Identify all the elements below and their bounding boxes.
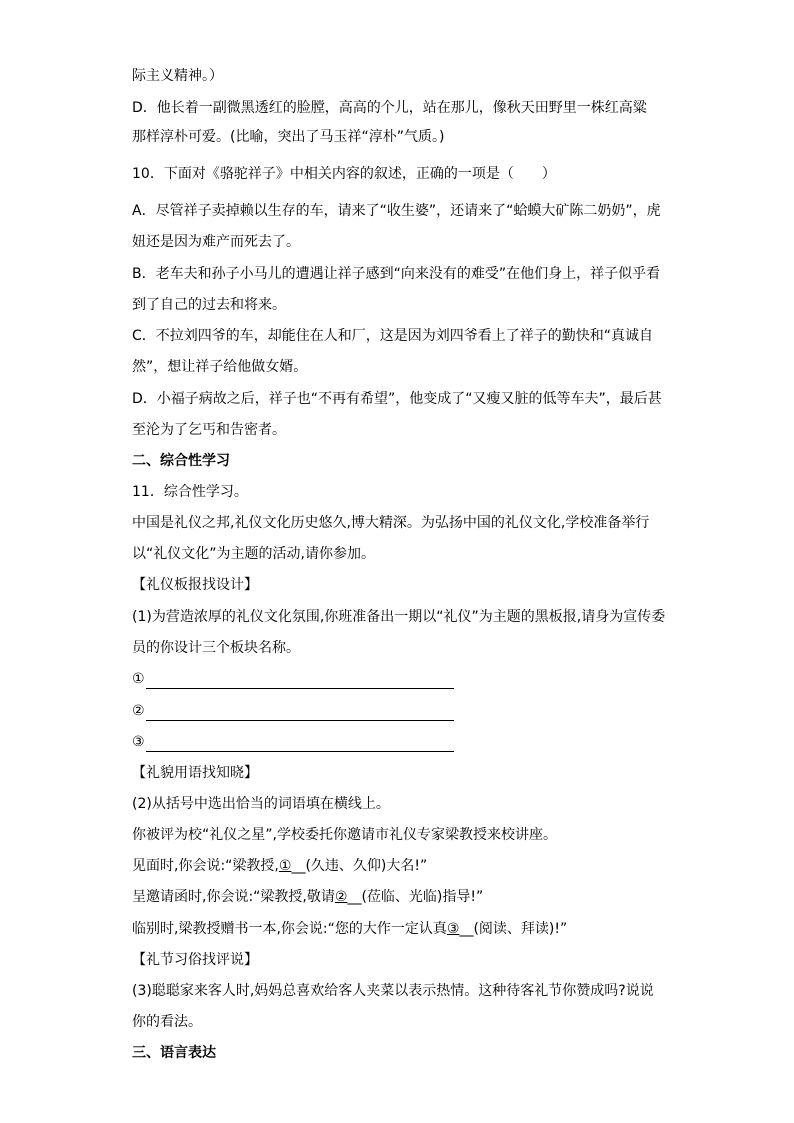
- part2-sentence-3: [132, 919, 567, 939]
- sentence-text: 呈邀请函时,你会说:“梁教授,敬请: [132, 889, 335, 905]
- q9-option-d-line2: 那样淳朴可爱。(比喻，突出了马玉祥“淳朴”气质。): [132, 129, 445, 145]
- sentence-text: 临别时,梁教授赠书一本,你会说:“您的大作一定认真: [132, 921, 447, 937]
- part3-question-line1: (3)聪聪家来客人时,妈妈总喜欢给客人夹菜以表示热情。这种待客礼节你赞成吗?说说: [132, 983, 654, 999]
- fill-blank-3[interactable]: ③: [446, 921, 460, 937]
- part1-title: 【礼仪板报找设计】: [132, 577, 258, 593]
- part1-question-line1: (1)为营造浓厚的礼仪文化氛围,你班准备出一期以“礼仪”为主题的黑板报,请身为宣传委: [132, 609, 666, 625]
- fill-blank-1[interactable]: ①: [278, 858, 292, 874]
- q10-option-b-line1: B．老车夫和孙子小马儿的遭遇让祥子感到“向来没有的难受”在他们身上，祥子似乎看: [132, 266, 661, 282]
- q10-option-a-line1: A．尽管祥子卖掉赖以生存的车，请来了“收生婆”，还请来了“蛤蟆大矿陈二奶奶”，虎: [132, 203, 661, 219]
- q11-title: 11．综合性学习。: [132, 484, 248, 500]
- blank-number: ①: [132, 671, 145, 687]
- q10-option-b-line2: 到了自己的过去和将来。: [132, 297, 286, 313]
- part2-context: 你被评为校“礼仪之星”,学校委托你邀请市礼仪专家梁教授来校讲座。: [132, 827, 557, 843]
- part1-question-line2: 员的你设计三个板块名称。: [132, 640, 300, 656]
- q9-option-d-line1: D．他长着一副微黑透红的脸膛，高高的个儿，站在那儿，像秋天田野里一株红高粱: [132, 100, 647, 116]
- part3-question-line2: 你的看法。: [132, 1014, 202, 1030]
- sentence-text: __(久违、久仰)大名!”: [291, 858, 428, 874]
- section3-heading: 三、语言表达: [132, 1045, 216, 1061]
- answer-blank-1[interactable]: [132, 669, 454, 689]
- part2-sentence-1: [132, 856, 427, 876]
- answer-blank-3[interactable]: [132, 732, 454, 752]
- part2-title: 【礼貌用语找知晓】: [132, 765, 258, 781]
- q10-option-c-line1: C．不拉刘四爷的车，却能住在人和厂，这是因为刘四爷看上了祥子的勤快和“真诚自: [132, 328, 654, 344]
- sentence-text: __(莅临、光临)指导!”: [347, 889, 484, 905]
- q11-intro-line1: 中国是礼仪之邦,礼仪文化历史悠久,博大精深。为弘扬中国的礼仪文化,学校准备举行: [132, 515, 650, 531]
- q9-option-c-end: 际主义精神。）: [132, 68, 223, 84]
- blank-number: ③: [132, 734, 145, 750]
- answer-blank-2[interactable]: [132, 701, 454, 721]
- blank-number: ②: [132, 703, 145, 719]
- q11-intro-line2: 以“礼仪文化”为主题的活动,请你参加。: [132, 546, 375, 562]
- part2-question: (2)从括号中选出恰当的词语填在横线上。: [132, 796, 390, 812]
- q10-option-c-line2: 然”，想让祥子给他做女婿。: [132, 359, 308, 375]
- section2-heading: 二、综合性学习: [132, 453, 230, 469]
- q10-option-d-line2: 至沦为了乞丐和告密者。: [132, 422, 286, 438]
- sentence-text: 见面时,你会说:“梁教授,: [132, 858, 279, 874]
- part3-title: 【礼节习俗找评说】: [132, 952, 258, 968]
- fill-blank-2[interactable]: ②: [334, 889, 348, 905]
- answer-line[interactable]: [146, 673, 454, 689]
- q10-stem: 10．下面对《骆驼祥子》中相关内容的叙述，正确的一项是（ ）: [132, 166, 556, 182]
- sentence-text: __(阅读、拜读)!”: [459, 921, 568, 937]
- part2-sentence-2: [132, 887, 483, 907]
- answer-line[interactable]: [146, 736, 454, 752]
- q10-option-d-line1: D．小福子病故之后，祥子也“不再有希望”，他变成了“又瘦又脏的低等车夫”，最后甚: [132, 391, 662, 407]
- q10-option-a-line2: 妞还是因为难产而死去了。: [132, 234, 300, 250]
- answer-line[interactable]: [146, 705, 454, 721]
